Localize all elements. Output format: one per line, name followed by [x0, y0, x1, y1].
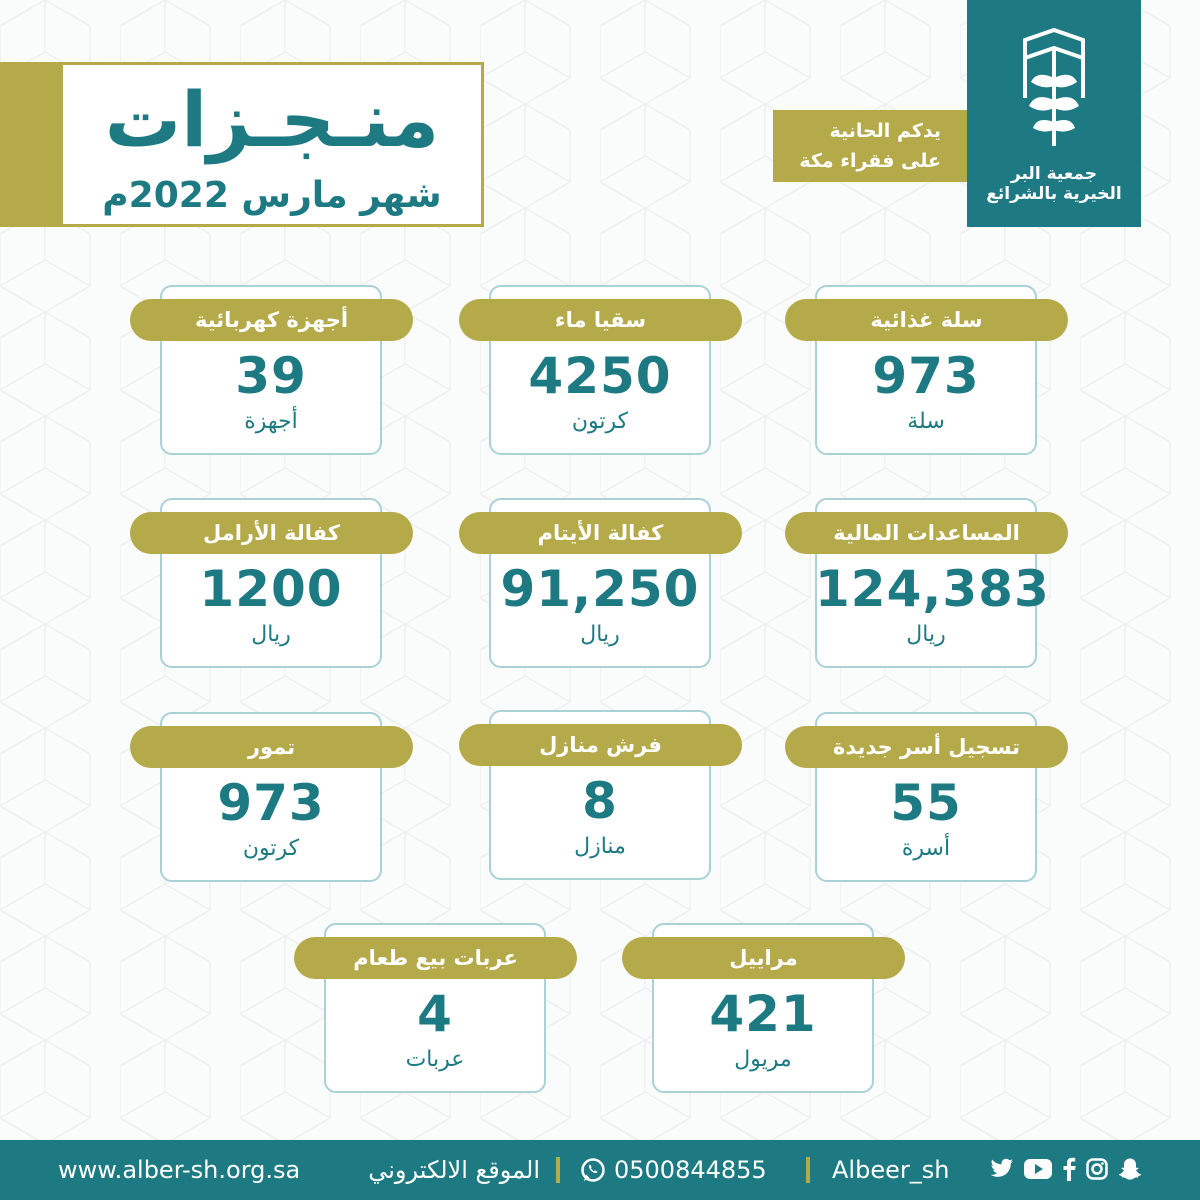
- footer-separator: [556, 1157, 560, 1183]
- instagram-icon[interactable]: [1086, 1158, 1108, 1184]
- title-box: [60, 62, 484, 227]
- stat-card: [459, 285, 681, 455]
- card-unit: عربات: [405, 1047, 465, 1072]
- stat-card: [130, 285, 352, 455]
- card-unit: سلة: [907, 409, 945, 434]
- card-unit: أجهزة: [244, 409, 298, 434]
- kaaba-wheat-logo-icon: [1019, 28, 1089, 148]
- website-label: الموقع الالكتروني: [368, 1156, 540, 1184]
- card-label: مراييل: [622, 937, 905, 979]
- stat-card: [130, 712, 352, 882]
- card-value: 39: [235, 347, 307, 405]
- org-name-line2: الخيرية بالشرائع: [986, 184, 1122, 204]
- card-label: عربات بيع طعام: [294, 937, 577, 979]
- title-accent-bar: [0, 62, 62, 227]
- organization-logo: [967, 0, 1141, 227]
- phone-number[interactable]: 0500844855: [614, 1156, 767, 1184]
- tagline-box: [773, 110, 967, 182]
- card-value: 8: [582, 772, 618, 830]
- card-label: تمور: [130, 726, 413, 768]
- card-unit: كرتون: [571, 409, 629, 434]
- facebook-icon[interactable]: [1062, 1157, 1076, 1185]
- tagline-line1: يدكم الحانية: [829, 120, 941, 142]
- card-value: 4: [417, 985, 453, 1043]
- card-value: 55: [890, 774, 962, 832]
- card-value: 421: [709, 985, 817, 1043]
- card-label: المساعدات المالية: [785, 512, 1068, 554]
- org-name-line1: جمعية البر: [1010, 164, 1098, 184]
- tagline-line2: على فقراء مكة: [799, 150, 941, 172]
- snapchat-icon[interactable]: [1118, 1157, 1142, 1185]
- card-label: كفالة الأرامل: [130, 512, 413, 554]
- card-value: 1200: [199, 560, 343, 618]
- card-value: 4250: [528, 347, 672, 405]
- card-unit: ريال: [251, 622, 291, 647]
- card-value: 124,383: [815, 560, 1050, 618]
- card-label: أجهزة كهربائية: [130, 299, 413, 341]
- footer-bar: [0, 1140, 1200, 1200]
- stat-card: [130, 498, 352, 668]
- whatsapp-icon: [580, 1157, 606, 1187]
- card-unit: مريول: [734, 1047, 792, 1072]
- card-label: فرش منازل: [459, 724, 742, 766]
- social-handle[interactable]: Albeer_sh: [832, 1156, 950, 1184]
- card-unit: كرتون: [242, 836, 300, 861]
- card-label: تسجيل أسر جديدة: [785, 726, 1068, 768]
- card-value: 91,250: [500, 560, 700, 618]
- twitter-icon[interactable]: [990, 1158, 1014, 1184]
- card-unit: ريال: [580, 622, 620, 647]
- stat-card: [622, 923, 844, 1093]
- stat-card: [294, 923, 516, 1093]
- card-value: 973: [217, 774, 325, 832]
- stat-card: [785, 285, 1007, 455]
- card-value: 973: [872, 347, 980, 405]
- card-label: سلة غذائية: [785, 299, 1068, 341]
- card-unit: أسرة: [901, 836, 951, 861]
- page-subtitle: شهر مارس 2022م: [102, 175, 442, 216]
- card-unit: منازل: [574, 834, 626, 859]
- stat-card: [459, 710, 681, 880]
- card-label: كفالة الأيتام: [459, 512, 742, 554]
- card-label: سقيا ماء: [459, 299, 742, 341]
- website-link[interactable]: www.alber-sh.org.sa: [58, 1156, 301, 1184]
- social-icons: [990, 1157, 1142, 1185]
- youtube-icon[interactable]: [1024, 1159, 1052, 1183]
- footer-separator: [806, 1157, 810, 1183]
- page-title: منـجـزات: [104, 75, 440, 164]
- stat-card: [785, 712, 1020, 882]
- card-unit: ريال: [906, 622, 946, 647]
- stat-card: [459, 498, 700, 668]
- stat-card: [785, 498, 1050, 668]
